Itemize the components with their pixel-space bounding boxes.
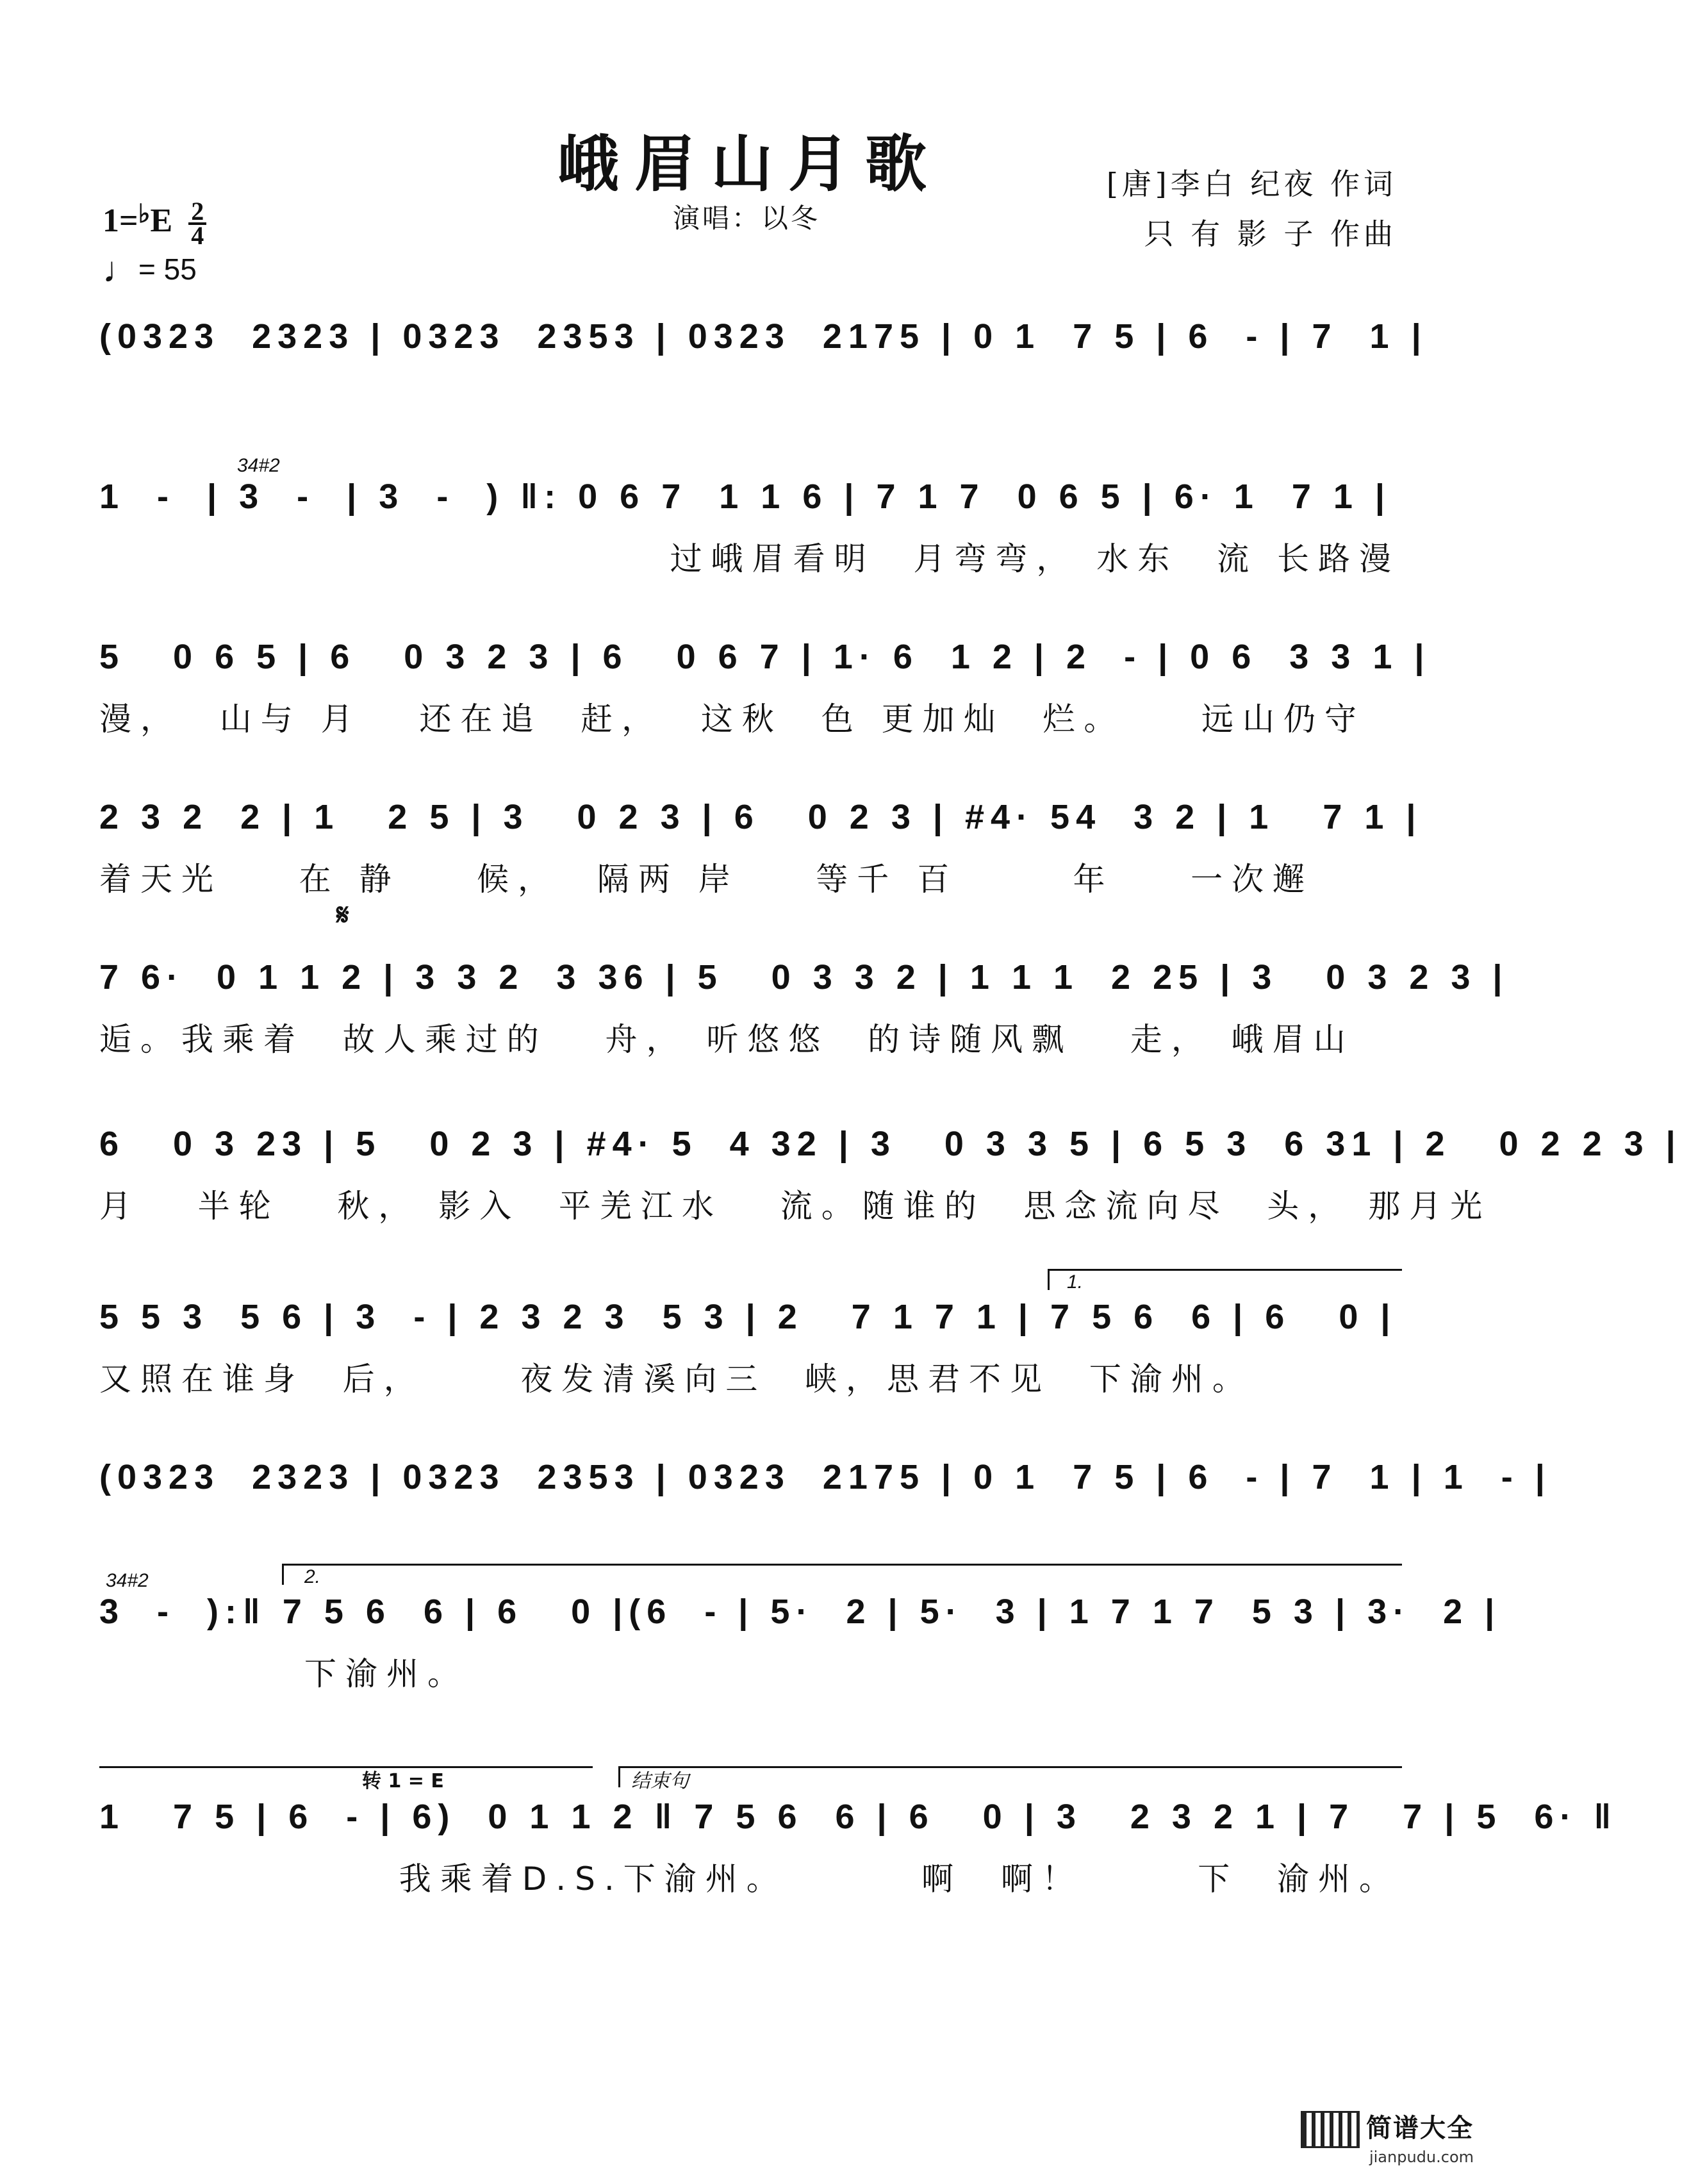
lyricist: [唐]李白 纪夜 作词 <box>1106 167 1397 201</box>
piano-keys-icon <box>1301 2111 1360 2148</box>
lyrics-line: 过峨眉看明 月弯弯， 水东 流 长路漫 <box>670 540 1400 577</box>
staff-line-5 <box>99 897 1509 1060</box>
lyrics-line: 逅。我乘着 故人乘过的 舟， 听悠悠 的诗随风飘 走， 峨眉山 <box>99 1021 1355 1058</box>
notation-line: (0323 2323 | 0323 2353 | 0323 2175 | 0 1 7 5 | 6 - | 7 1 | <box>99 317 1428 356</box>
lyrics-line: 又照在谁身 后， 夜发清溪向三 峡，思君不见 下渝州。 <box>99 1361 1253 1398</box>
site-url: jianpudu.com <box>1369 2148 1474 2166</box>
lyrics-line: 月 半轮 秋， 影入 平羌江水 流。随谁的 思念流向尽 头， 那月光 <box>99 1187 1492 1225</box>
staff-line-3 <box>99 634 1431 740</box>
tempo-marking <box>103 249 197 290</box>
notation-line: 6 0 3 23 | 5 0 2 3 | #4· 5 4 32 | 3 0 3 3 5 | 6 5 3 6 31 | 2 0 2 2 3 | <box>99 1125 1682 1163</box>
volta-1-label: 1. <box>1067 1271 1084 1293</box>
composer: 只 有 影 子 作曲 <box>1144 217 1397 251</box>
tempo-value: = 55 <box>138 252 197 286</box>
bracket-line <box>99 1766 593 1787</box>
quarter-note-icon: ♩ <box>103 249 138 290</box>
staff-line-6 <box>99 1121 1682 1227</box>
staff-line-4 <box>99 795 1422 900</box>
staff-line-1 <box>99 314 1428 359</box>
lyrics-line: 漫， 山与 月 还在追 赶， 这秋 色 更加灿 烂。 远山仍守 <box>99 700 1365 738</box>
notation-line: 3 - ):‖ 7 5 6 6 | 6 0 |(6 - | 5· 2 | 5· 3 | 1 7 1 7 5 3 | 3· 2 | <box>99 1592 1501 1631</box>
key-note: E <box>150 203 173 239</box>
volta-bracket-2 <box>282 1564 1402 1585</box>
volta-bracket-1 <box>1048 1269 1402 1290</box>
notation-line: 1 - | 3 - | 3 - ) ‖: 0 6 7 1 1 6 | 7 1 7 0 6 5 | 6· 1 7 1 | <box>99 477 1392 516</box>
key-prefix: 1= <box>103 203 138 239</box>
ending-label: 结束句 <box>631 1771 689 1792</box>
volta-2-label: 2. <box>304 1566 321 1587</box>
site-name: 简谱大全 <box>1301 2108 1474 2148</box>
time-denominator: 4 <box>191 221 204 251</box>
staff-line-2 <box>99 455 1400 579</box>
notation-line: 5 5 3 5 6 | 3 - | 2 3 2 3 5 3 | 2 7 1 7 1 | 7 5 6 6 | 6 0 | <box>99 1298 1397 1336</box>
notation-line: 1 7 5 | 6 - | 6) 0 1 1 2 ‖ 7 5 6 6 | 6 0 | 3 2 3 2 1 | 7 7 | 5 6· ‖ <box>99 1798 1618 1836</box>
flat-symbol: ♭ <box>138 199 151 228</box>
staff-line-8 <box>99 1455 1551 1500</box>
singer: 演唱：以冬 <box>673 203 821 234</box>
time-signature <box>188 197 206 251</box>
notation-line: 7 6· 0 1 1 2 | 3 3 2 3 36 | 5 0 3 3 2 | 1 1 1 2 25 | 3 0 3 2 3 | <box>99 958 1509 997</box>
lyrics-line: 下渝州。 <box>304 1655 468 1692</box>
staff-line-9 <box>99 1566 1501 1694</box>
staff-line-7 <box>99 1271 1400 1400</box>
ending-bracket <box>618 1766 1402 1787</box>
site-logo <box>1301 2108 1474 2166</box>
staff-line-10 <box>99 1770 1618 1899</box>
song-title: 峨眉山月歌 <box>557 128 942 200</box>
key-signature <box>103 197 206 251</box>
credits <box>1107 159 1397 259</box>
segno-icon: 𝄋 <box>336 897 349 932</box>
modulation-mark: 转 1 = E <box>362 1770 444 1792</box>
notation-line: 5 0 6 5 | 6 0 3 2 3 | 6 0 6 7 | 1· 6 1 2 | 2 - | 0 6 3 3 1 | <box>99 638 1431 676</box>
notation-line: (0323 2323 | 0323 2353 | 0323 2175 | 0 1 7 5 | 6 - | 7 1 | 1 - | <box>99 1458 1551 1496</box>
lyrics-line: 我乘着D.S.下渝州。 啊 啊！ 下 渝州。 <box>399 1860 1400 1898</box>
grace-notes: 34#2 <box>106 1570 149 1591</box>
time-numerator: 2 <box>188 201 206 225</box>
lyrics-line: 着天光 在 静 候， 隔两 岸 等千 百 年 一次邂 <box>99 861 1314 898</box>
grace-notes: 34#2 <box>237 455 280 476</box>
notation-line: 2 3 2 2 | 1 2 5 | 3 0 2 3 | 6 0 2 3 | #4· 54 3 2 | 1 7 1 | <box>99 798 1422 836</box>
